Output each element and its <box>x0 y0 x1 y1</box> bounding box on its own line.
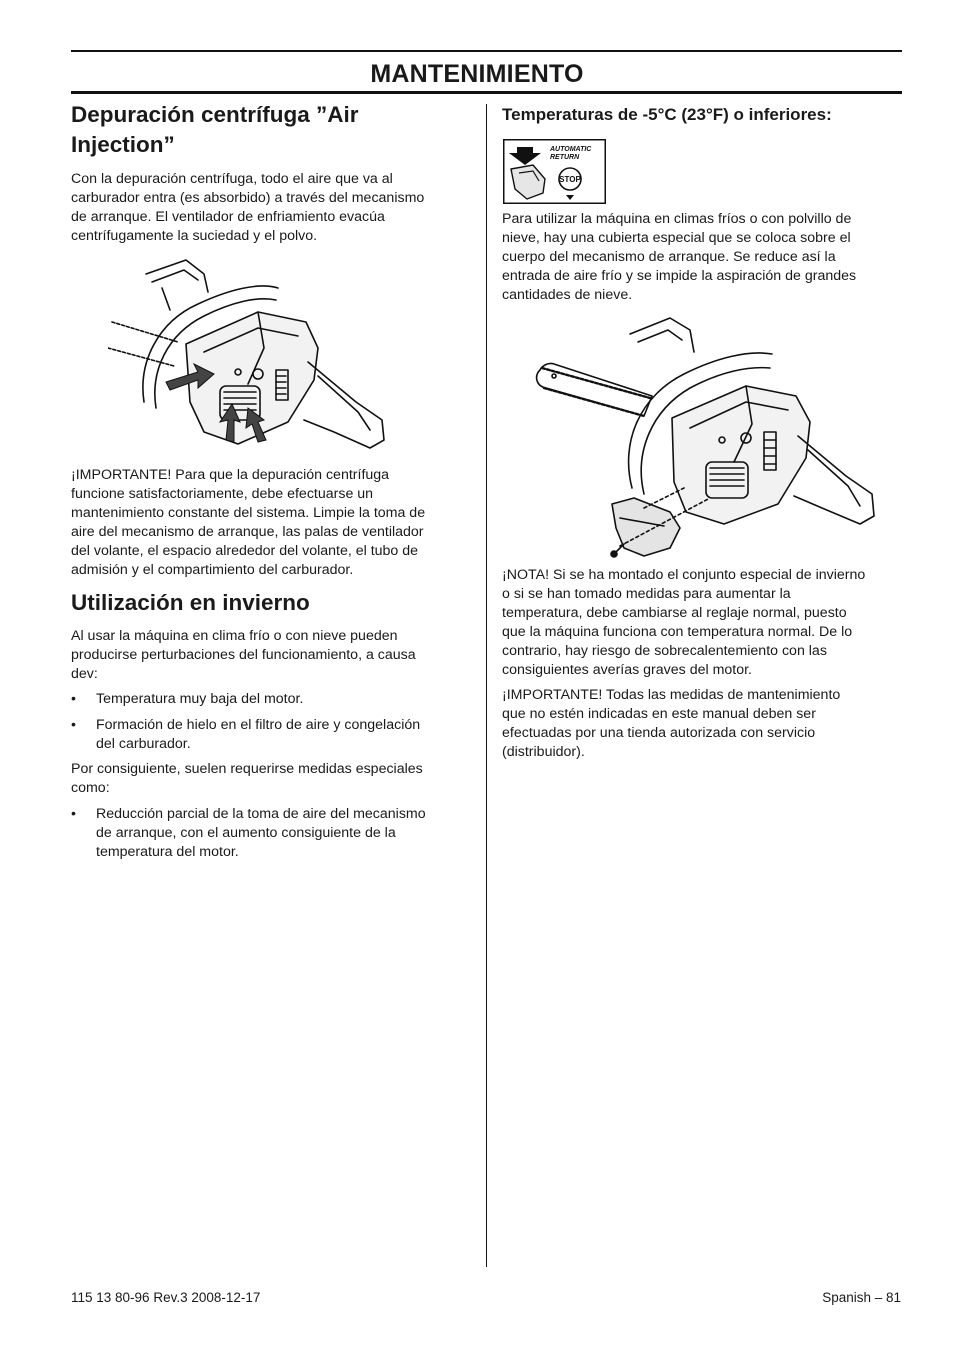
text-line: nieve, hay una cubierta especial que se coloca sobre el <box>502 230 851 246</box>
text-line: Reducción parcial de la toma de aire del mecanismo <box>96 806 426 822</box>
choke-stop-icon <box>503 139 606 204</box>
text-line: o si se han tomado medidas para aumentar la <box>502 586 791 602</box>
winter-title: Utilización en invierno <box>71 590 310 615</box>
text-line: Al usar la máquina en clima frío o con nieve pueden <box>71 628 398 644</box>
text-line: ¡NOTA! Si se ha montado el conjunto especial de invierno <box>502 567 866 583</box>
list-item <box>71 805 471 862</box>
header-bottom-rule <box>71 91 902 94</box>
text-line: centrífugamente la suciedad y el polvo. <box>71 228 318 244</box>
chainsaw-air-injection-illustration <box>108 252 393 464</box>
cold-important <box>502 686 840 762</box>
text-line: dev: <box>71 666 98 682</box>
text-line: (distribuidor). <box>502 744 585 760</box>
text-line: consiguientes averías graves del motor. <box>502 662 752 678</box>
text-line: funcione satisfactoriamente, debe efectuarse un <box>71 486 374 502</box>
text-line: Por consiguiente, suelen requerirse medidas especiales <box>71 761 423 777</box>
air-injection-para-1 <box>71 170 424 246</box>
bullet-marker: • <box>71 806 76 822</box>
text-line: efectuadas por una tienda autorizada con servicio <box>502 725 816 741</box>
column-divider <box>486 104 487 1267</box>
winter-measures-intro <box>71 760 423 798</box>
list-item <box>71 716 471 754</box>
bullet-marker: • <box>71 691 76 707</box>
stop-label: STOP <box>559 175 581 184</box>
text-line: ¡IMPORTANTE! Para que la depuración centrífuga <box>71 467 390 483</box>
air-injection-title-line-2: Injection” <box>71 132 175 157</box>
text-line: Para utilizar la máquina en climas fríos o con polvillo de <box>502 211 852 227</box>
text-line: carburador entra (es absorbido) a través del mecanismo <box>71 190 425 206</box>
text-line: Formación de hielo en el filtro de aire y congelación <box>96 717 421 733</box>
text-line: de arranque. El ventilador de enfriamiento evacúa <box>71 209 385 225</box>
text-line: del volante, el espacio alrededor del volante, el tubo de <box>71 543 419 559</box>
text-line: producirse perturbaciones del funcionamiento, a causa <box>71 647 416 663</box>
text-line: cuerpo del mecanismo de arranque. Se reduce así la <box>502 249 836 265</box>
text-line: temperatura del motor. <box>96 844 239 860</box>
text-line: admisión y el compartimiento del carburador. <box>71 562 354 578</box>
text-line: que no estén indicadas en este manual deben ser <box>502 706 816 722</box>
text-line: de arranque, con el aumento consiguiente de la <box>96 825 396 841</box>
air-injection-important <box>71 466 425 580</box>
bullet-text <box>96 805 426 862</box>
footer-page-number: Spanish – 81 <box>822 1290 901 1305</box>
cold-para-1 <box>502 210 856 305</box>
bullet-text <box>96 716 420 754</box>
chainsaw-winter-cover-illustration <box>534 312 879 562</box>
list-item <box>71 690 471 709</box>
section-title: MANTENIMIENTO <box>370 60 584 88</box>
text-line: mantenimiento constante del sistema. Limpie la toma de <box>71 505 426 521</box>
text-line: entrada de aire frío y se impide la aspiración de grandes <box>502 268 857 284</box>
winter-intro <box>71 627 416 684</box>
bullet-text: Temperatura muy baja del motor. <box>96 691 304 707</box>
return-label: RETURN <box>550 154 580 161</box>
bullet-marker: • <box>71 717 76 733</box>
text-line: cantidades de nieve. <box>502 287 633 303</box>
header-top-rule <box>71 50 902 52</box>
text-line: Con la depuración centrífuga, todo el aire que va al <box>71 171 393 187</box>
text-line: del carburador. <box>96 736 191 752</box>
text-line: como: <box>71 780 110 796</box>
air-injection-title-line-1: Depuración centrífuga ”Air <box>71 102 359 127</box>
cold-note <box>502 566 865 680</box>
text-line: que la máquina funciona con temperatura normal. De lo <box>502 624 853 640</box>
text-line: contrario, hay riesgo de sobrecalentemiento con las <box>502 643 827 659</box>
text-line: temperatura, debe cambiarse al reglaje normal, puesto <box>502 605 847 621</box>
automatic-label: AUTOMATIC <box>550 146 592 153</box>
text-line: ¡IMPORTANTE! Todas las medidas de mantenimiento <box>502 687 841 703</box>
footer-doc-code: 115 13 80-96 Rev.3 2008-12-17 <box>71 1290 261 1305</box>
text-line: aire del mecanismo de arranque, las palas de ventilador <box>71 524 424 540</box>
cold-temperature-title: Temperaturas de -5°C (23°F) o inferiores: <box>502 105 832 124</box>
